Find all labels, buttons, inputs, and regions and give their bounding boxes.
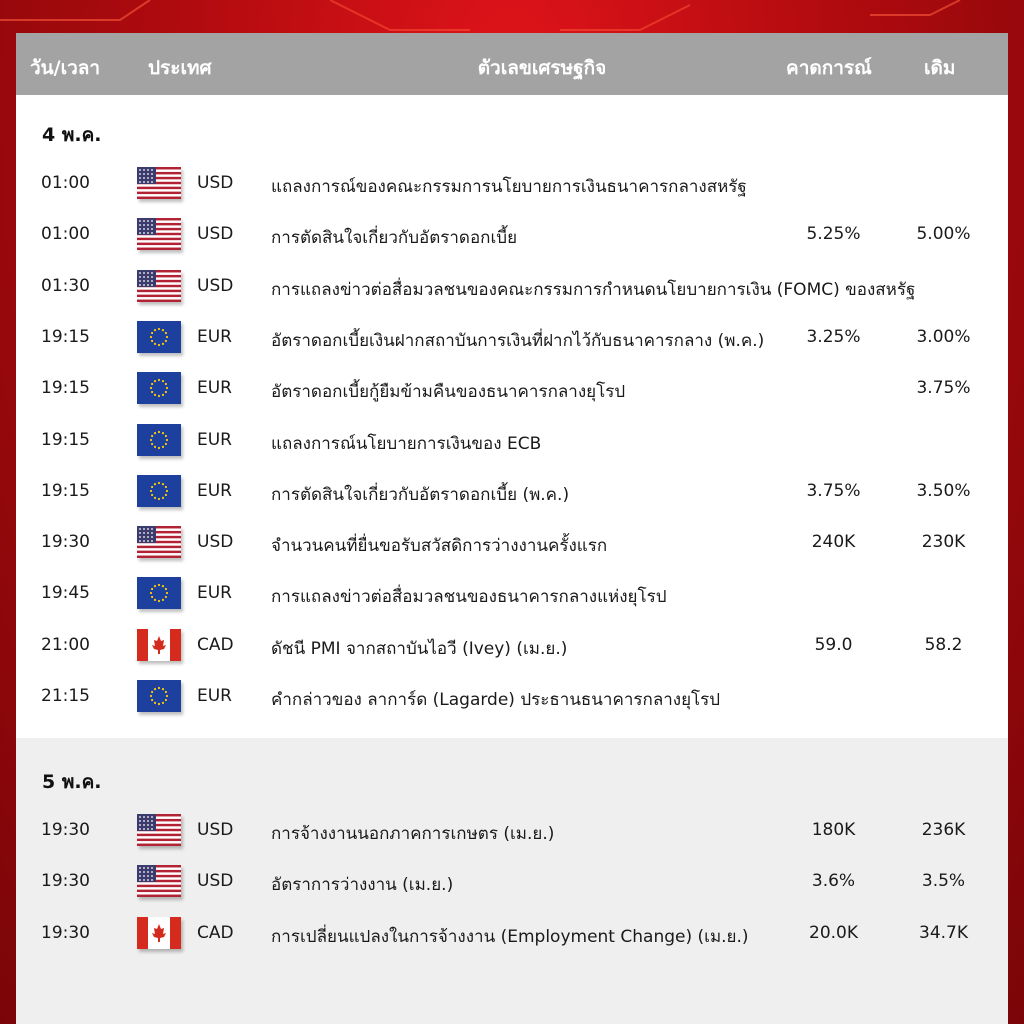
event-forecast: 3.6%	[811, 871, 856, 892]
event-indicator: การตัดสินใจเกี่ยวกับอัตราดอกเบี้ย (พ.ค.)	[271, 484, 570, 505]
day-label: 5 พ.ค.	[42, 771, 102, 793]
event-currency: CAD	[197, 922, 234, 943]
eu-flag-icon	[137, 475, 181, 507]
us-flag-icon	[137, 167, 181, 199]
event-currency: USD	[197, 532, 234, 553]
event-row	[16, 524, 1008, 564]
event-forecast: 3.75%	[806, 480, 861, 501]
day-label: 4 พ.ค.	[42, 124, 102, 146]
event-time: 19:30	[41, 532, 90, 553]
us-flag-icon	[137, 814, 181, 846]
event-time: 19:45	[41, 583, 90, 604]
event-row	[16, 473, 1008, 513]
event-time: 19:30	[41, 922, 90, 943]
event-time: 19:30	[41, 871, 90, 892]
header-date: วัน/เวลา	[30, 57, 101, 79]
event-row	[16, 165, 1008, 205]
event-currency: USD	[197, 224, 234, 245]
event-indicator: แถลงการณ์ของคณะกรรมการนโยบายการเงินธนาคารกลางสหรัฐ	[271, 177, 747, 197]
event-row	[16, 370, 1008, 410]
event-time: 01:00	[41, 224, 90, 245]
event-time: 19:15	[41, 429, 90, 450]
header-previous: เดิม	[924, 57, 956, 79]
event-forecast: 20.0K	[809, 922, 858, 943]
event-forecast: 180K	[811, 820, 856, 840]
header-indicator: ตัวเลขเศรษฐกิจ	[477, 57, 607, 79]
event-time: 21:00	[41, 634, 90, 655]
event-currency: EUR	[197, 686, 232, 706]
ca-flag-icon	[137, 917, 181, 949]
event-forecast: 240K	[811, 532, 856, 553]
event-currency: EUR	[197, 480, 232, 501]
event-row	[16, 863, 1008, 903]
event-forecast: 5.25%	[806, 224, 861, 245]
event-previous: 5.00%	[916, 224, 971, 245]
event-indicator: คำกล่าวของ ลาการ์ด (Lagarde) ประธานธนาคารกลางยุโรป	[271, 690, 721, 710]
event-time: 01:00	[41, 173, 90, 193]
event-previous: 3.5%	[921, 871, 966, 892]
event-currency: EUR	[197, 583, 232, 604]
eu-flag-icon	[137, 372, 181, 404]
event-indicator: การจ้างงานนอกภาคการเกษตร (เม.ย.)	[271, 824, 555, 844]
event-forecast: 59.0	[814, 634, 853, 655]
event-indicator: ดัชนี PMI จากสถาบันไอวี (Ivey) (เม.ย.)	[271, 638, 568, 659]
event-row	[16, 627, 1008, 667]
event-time: 19:15	[41, 378, 90, 399]
event-currency: EUR	[197, 326, 232, 347]
event-currency: USD	[197, 275, 234, 296]
eu-flag-icon	[137, 577, 181, 609]
event-row	[16, 678, 1008, 718]
event-row	[16, 268, 1008, 308]
us-flag-icon	[137, 218, 181, 250]
event-previous: 58.2	[924, 634, 963, 655]
event-time: 19:15	[41, 480, 90, 501]
event-previous: 236K	[921, 820, 966, 840]
event-indicator: การตัดสินใจเกี่ยวกับอัตราดอกเบี้ย	[271, 228, 518, 249]
event-indicator: การเปลี่ยนแปลงในการจ้างงาน (Employment Change) (เม.ย.)	[271, 926, 749, 947]
event-previous: 3.00%	[916, 326, 971, 347]
header-forecast: คาดการณ์	[786, 57, 872, 79]
event-row	[16, 575, 1008, 615]
table-header	[16, 33, 1008, 95]
ca-flag-icon	[137, 629, 181, 661]
event-time: 19:15	[41, 326, 90, 347]
event-indicator: การแถลงข่าวต่อสื่อมวลชนของธนาคารกลางแห่งยุโรป	[271, 587, 667, 608]
event-row	[16, 422, 1008, 462]
event-previous: 3.75%	[916, 378, 971, 399]
event-indicator: แถลงการณ์นโยบายการเงินของ ECB	[271, 433, 542, 454]
event-time: 21:15	[41, 686, 90, 706]
event-previous: 34.7K	[919, 922, 968, 943]
event-row	[16, 319, 1008, 359]
us-flag-icon	[137, 526, 181, 558]
event-previous: 230K	[921, 532, 966, 553]
event-time: 01:30	[41, 275, 90, 296]
eu-flag-icon	[137, 680, 181, 712]
event-currency: USD	[197, 820, 234, 840]
event-currency: EUR	[197, 378, 232, 399]
event-row	[16, 915, 1008, 955]
header-country: ประเทศ	[148, 57, 212, 79]
event-currency: USD	[197, 871, 234, 892]
us-flag-icon	[137, 865, 181, 897]
us-flag-icon	[137, 270, 181, 302]
event-previous: 3.50%	[916, 480, 971, 501]
event-row	[16, 216, 1008, 256]
eu-flag-icon	[137, 321, 181, 353]
event-time: 19:30	[41, 820, 90, 840]
event-indicator: อัตราดอกเบี้ยเงินฝากสถาบันการเงินที่ฝากไว้กับธนาคารกลาง (พ.ค.)	[271, 330, 765, 351]
event-forecast: 3.25%	[806, 326, 861, 347]
event-indicator: จำนวนคนที่ยื่นขอรับสวัสดิการว่างงานครั้งแรก	[271, 536, 608, 557]
event-currency: CAD	[197, 634, 234, 655]
eu-flag-icon	[137, 424, 181, 456]
event-indicator: การแถลงข่าวต่อสื่อมวลชนของคณะกรรมการกำหนดนโยบายการเงิน (FOMC) ของสหรัฐ	[271, 279, 916, 300]
day-section-1	[16, 95, 1008, 738]
day-section-2	[16, 738, 1008, 1024]
event-indicator: อัตราดอกเบี้ยกู้ยืมข้ามคืนของธนาคารกลางยุโรป	[271, 382, 626, 403]
event-indicator: อัตราการว่างงาน (เม.ย.)	[271, 875, 454, 896]
event-row	[16, 812, 1008, 852]
event-currency: USD	[197, 173, 234, 193]
economic-calendar-panel	[16, 33, 1008, 1024]
event-currency: EUR	[197, 429, 232, 450]
